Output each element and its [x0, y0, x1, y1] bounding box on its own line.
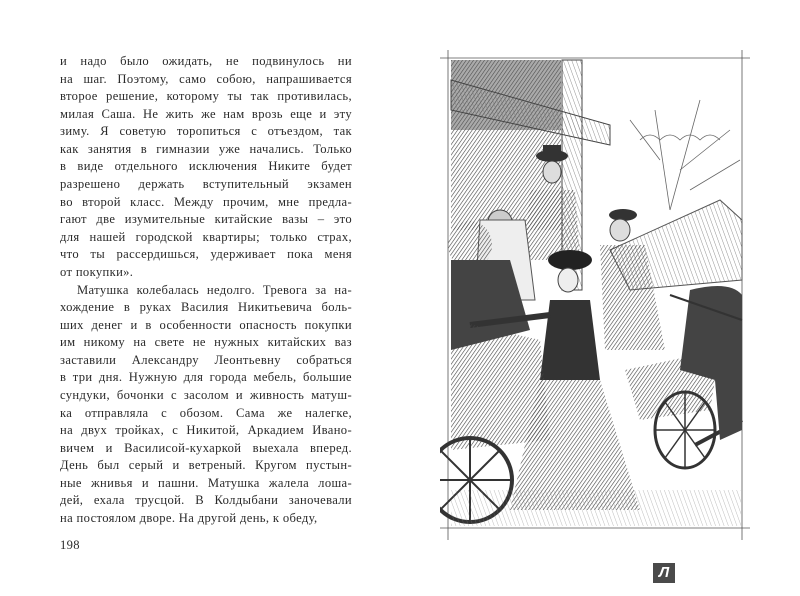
text-line: как занятия в гимназии уже начались. Только: [60, 141, 352, 156]
text-line: вичем и Василисой-кухаркой выехала вперед.: [60, 440, 352, 455]
paragraph-1: [60, 53, 352, 282]
illustration-carriage-scene: [440, 50, 750, 540]
text-line: разрешено держать вступительный экзамен: [60, 177, 352, 192]
paragraph-2: [60, 282, 352, 528]
tree: [630, 100, 740, 210]
text-line: на шаг. Поэтому, само собою, напрашивается: [60, 71, 352, 86]
text-line: на двух тройках, с Никитой, Аркадием Ивано-: [60, 423, 352, 438]
text-line: милая Саша. Не жить же нам врозь еще и эту: [60, 106, 352, 121]
text-line: гают две изумительные китайские вазы – это: [60, 212, 352, 227]
text-line: в виде отдельного исключения Никите будет: [60, 159, 352, 174]
text-line: во второй класс. Между прочим, мне предла-: [60, 194, 352, 209]
text-line: сундуки, бочонки с засолом и живность матуш-: [60, 387, 352, 402]
text-line: Матушка колебалась недолго. Тревога за на-: [77, 282, 352, 297]
body-text: [60, 53, 352, 528]
page-number: 198: [60, 538, 80, 552]
text-line: хождение в руках Василия Никитьевича боль-: [60, 300, 352, 315]
text-line: от покупки».: [60, 264, 134, 279]
text-line: что ты рассердишься, удерживает пока меня: [60, 247, 352, 262]
text-line: для нашей городской квартиры; только страх,: [60, 229, 352, 244]
publisher-logo: Л: [653, 563, 675, 583]
ground: [451, 490, 741, 526]
text-line: второе решение, которому ты так противилась,: [60, 89, 352, 104]
text-line: заставили Александру Леонтьевну собраться: [60, 352, 352, 367]
text-line: дей, ехала трусцой. В Колдыбани заночевали: [60, 493, 352, 508]
text-line: ших денег и в особенности опасность покупки: [60, 317, 352, 332]
text-line: зиму. Я советую торопиться с отъездом, так: [60, 124, 352, 139]
text-line: им никому на свете не нужных китайских ваз: [60, 335, 352, 350]
text-line: ные жнивья и пашни. Матушка жалела лоша-: [60, 475, 352, 490]
text-line: ка отправляла с обозом. Сама же налегке,: [60, 405, 352, 420]
text-line: День был серый и ветреный. Кругом пустын-: [60, 458, 352, 473]
text-line: на постоялом дворе. На другой день, к обеду,: [60, 511, 318, 526]
text-line: в три дня. Нужную для города мебель, большие: [60, 370, 352, 385]
text-line: и надо было ожидать, не подвинулось ни: [60, 54, 352, 68]
